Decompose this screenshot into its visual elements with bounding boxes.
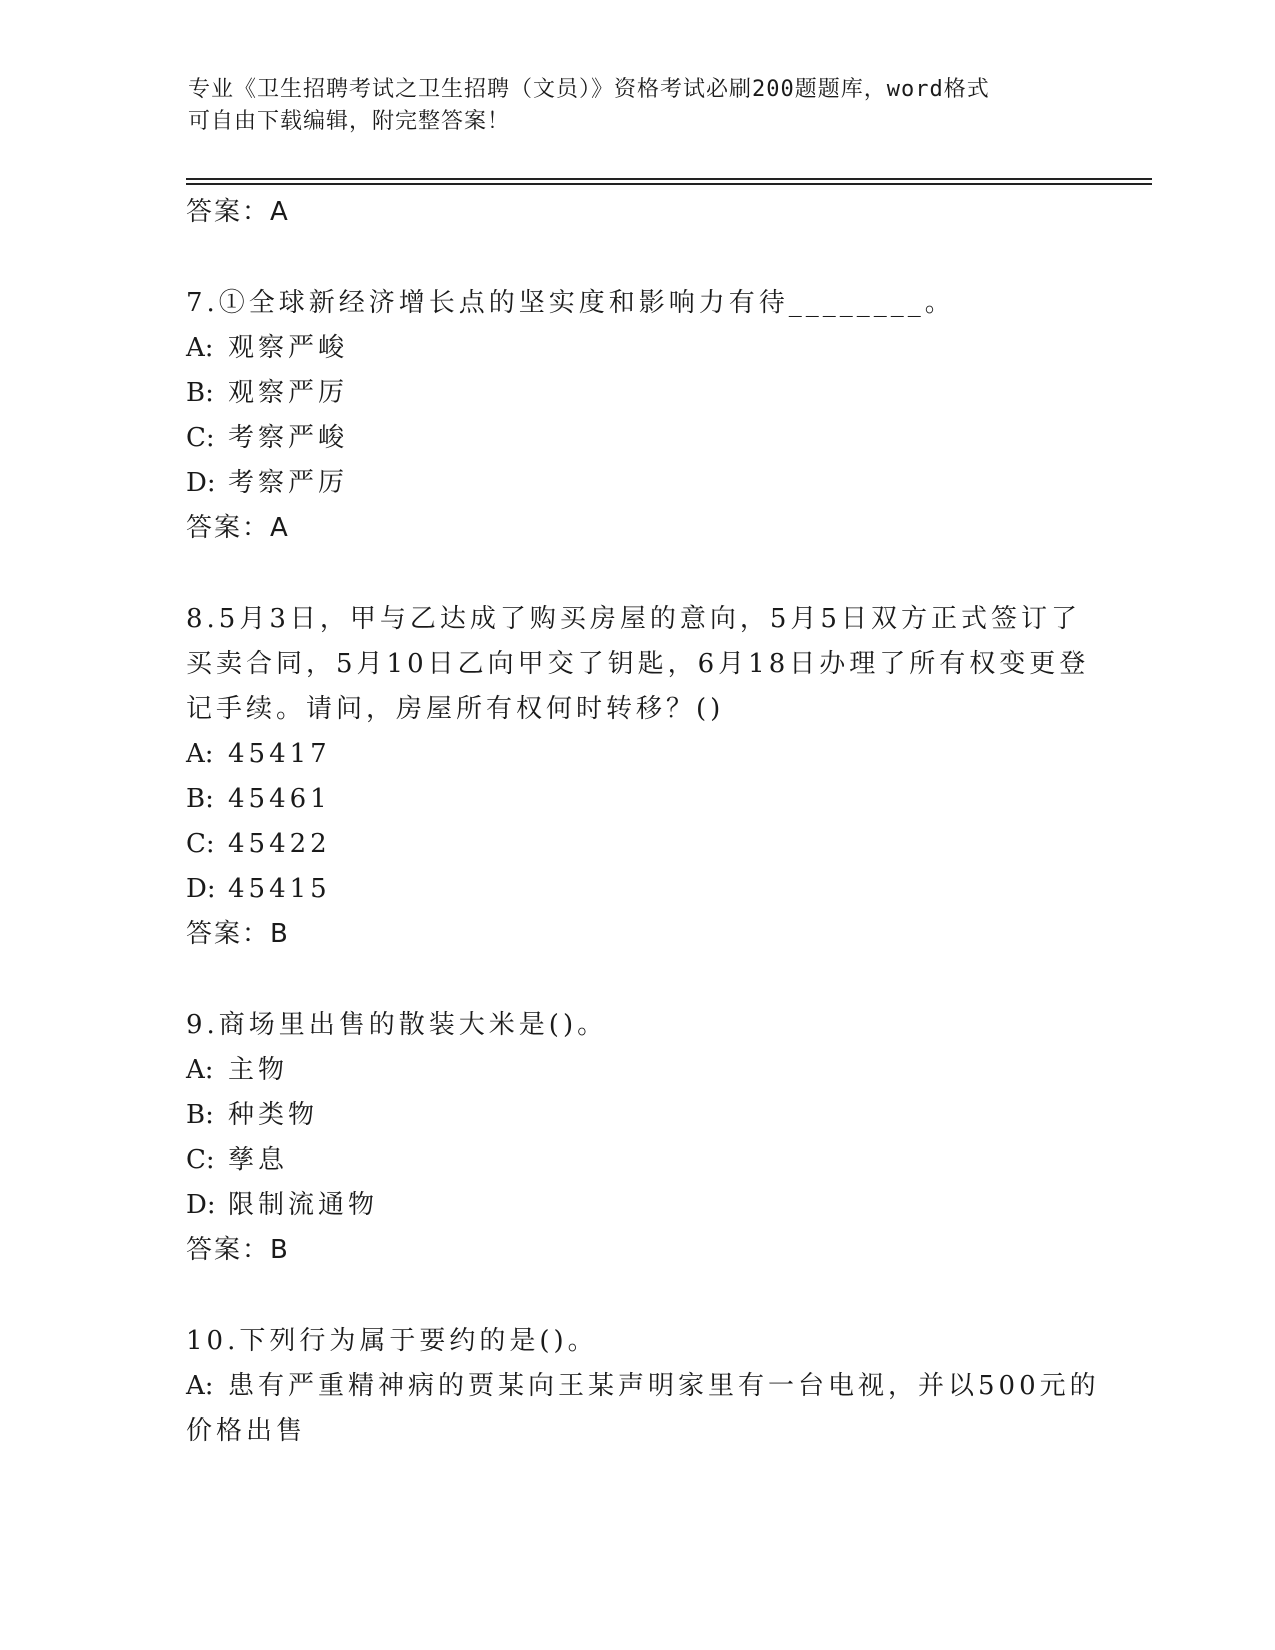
header-line-1: 专业《卫生招聘考试之卫生招聘（文员）》资格考试必刷200题题库，word格式 [188,77,990,102]
spacer [186,957,1086,1003]
question-stem: 7.①全球新经济增长点的坚实度和影响力有待________。 [186,288,955,318]
option-a [186,1048,1086,1093]
option-c [186,1138,1086,1183]
question-7 [186,281,1086,551]
option-label: A: [186,739,214,769]
option-text: 限制流通物 [228,1190,379,1220]
option-text: 孳息 [228,1145,289,1175]
option-b [186,371,1086,416]
option-a [186,732,1086,777]
header-divider-top [186,178,1152,180]
option-a [186,1364,1100,1409]
question-list [186,190,1100,1454]
question-10 [186,1319,1100,1454]
spacer [186,551,1086,597]
question-stem: 8.5月3日，甲与乙达成了购买房屋的意向，5月5日双方正式签订了 [186,604,1081,634]
option-text: 45415 [228,874,331,904]
header-line-2: 可自由下载编辑，附完整答案！ [188,109,511,134]
option-text: 主物 [228,1055,289,1085]
option-text: 观察严峻 [228,333,349,363]
option-a [186,326,1086,371]
question-9 [186,1003,1086,1273]
header-divider-bottom [186,183,1152,185]
question-stem: 买卖合同，5月10日乙向甲交了钥匙，6月18日办理了所有权变更登 [186,649,1090,679]
option-d [186,461,1086,506]
answer-line: 答案：A [186,513,290,543]
question-8 [186,597,1090,957]
option-label: A: [186,1055,214,1085]
option-text: 考察严厉 [228,468,349,498]
spacer [186,1273,1086,1319]
option-d [186,867,1086,912]
option-text: 患有严重精神病的贾某向王某声明家里有一台电视，并以500元的 [228,1371,1100,1401]
question-stem: 记手续。请问，房屋所有权何时转移？() [186,694,725,724]
option-label: D: [186,468,216,498]
option-text: 45461 [228,784,331,814]
option-c [186,822,1086,867]
option-d [186,1183,1086,1228]
option-label: B: [186,784,214,814]
answer-line: 答案：B [186,1235,290,1265]
question-stem: 9.商场里出售的散装大米是()。 [186,1010,608,1040]
option-label: A: [186,333,214,363]
document-header [188,74,1088,138]
option-label: B: [186,378,214,408]
spacer [186,235,1086,281]
previous-answer: 答案：A [186,197,290,227]
option-b [186,777,1086,822]
option-c [186,416,1086,461]
option-continuation: 价格出售 [186,1416,307,1446]
option-text: 种类物 [228,1100,319,1130]
question-stem: 10.下列行为属于要约的是()。 [186,1326,598,1356]
option-text: 45422 [228,829,331,859]
option-label: D: [186,874,216,904]
option-text: 考察严峻 [228,423,349,453]
option-text: 45417 [228,739,331,769]
option-label: C: [186,829,215,859]
option-label: D: [186,1190,216,1220]
option-text: 观察严厉 [228,378,349,408]
answer-line: 答案：B [186,919,290,949]
option-label: B: [186,1100,214,1130]
option-label: A: [186,1371,214,1401]
option-label: C: [186,1145,215,1175]
option-label: C: [186,423,215,453]
option-b [186,1093,1086,1138]
